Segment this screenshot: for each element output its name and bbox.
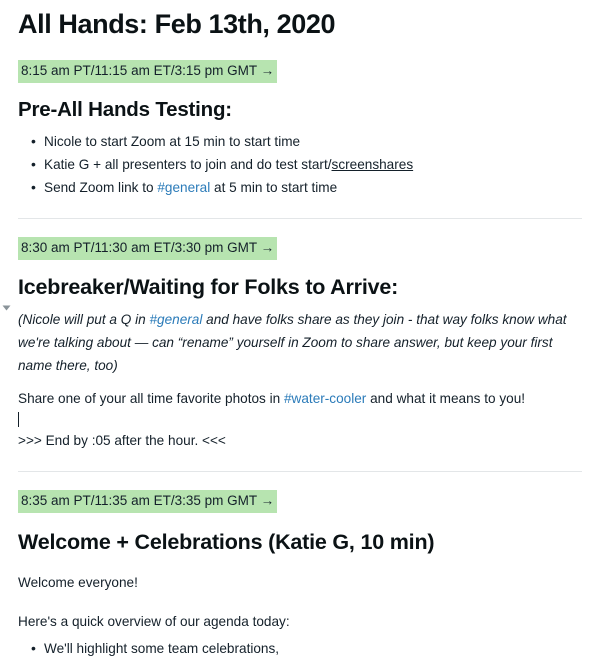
- agenda-overview-text: Here's a quick overview of our agenda today:: [18, 613, 290, 629]
- timestamp-highlight: 8:35 am PT/11:35 am ET/3:35 pm GMT →: [18, 490, 277, 513]
- bullet-list-pre-all-hands: [18, 130, 582, 200]
- icebreaker-note: (Nicole will put a Q in #general and have folks share as they join - that way folks know what we're talking about — can “rename” yourself in Zoom to share answer, but keep your first name there, too): [18, 311, 567, 374]
- section-divider: [18, 218, 582, 219]
- section-heading-welcome-celebrations: Welcome + Celebrations (Katie G, 10 min): [18, 529, 435, 554]
- page-title: All Hands: Feb 13th, 2020: [18, 9, 336, 39]
- channel-link-water-cooler[interactable]: #water-cooler: [283, 391, 367, 407]
- icebreaker-end-note: >>> End by :05 after the hour. <<<: [18, 433, 226, 449]
- welcome-text: Welcome everyone!: [18, 574, 138, 590]
- timestamp-row: [18, 237, 582, 260]
- channel-link-general[interactable]: #general: [149, 311, 203, 327]
- text-cursor[interactable]: [18, 412, 582, 427]
- section-heading-icebreaker: Icebreaker/Waiting for Folks to Arrive:: [18, 275, 399, 300]
- section-heading-pre-all-hands-testing: Pre-All Hands Testing:: [18, 98, 232, 121]
- list-item: [44, 637, 582, 660]
- list-item-label: Nicole to start Zoom at 15 min to start time: [44, 133, 301, 149]
- underlined-text: screenshares: [331, 157, 414, 173]
- channel-link-general[interactable]: #general: [157, 180, 211, 196]
- bullet-list-welcome: [18, 637, 582, 660]
- icebreaker-prompt: Share one of your all time favorite photos in #water-cooler and what it means to you!: [18, 391, 526, 407]
- section-divider: [18, 471, 582, 472]
- collapse-caret-icon[interactable]: [3, 306, 11, 311]
- timestamp-row: [18, 60, 582, 83]
- list-item: [44, 130, 582, 153]
- agenda-block-welcome: [18, 490, 582, 661]
- caret-bar: [18, 412, 19, 427]
- agenda-block-icebreaker: [18, 237, 582, 453]
- list-item: • Send Zoom link to #general at 5 min to start time: [44, 176, 582, 199]
- agenda-block-pre-all-hands: [18, 60, 582, 200]
- timestamp-highlight: 8:15 am PT/11:15 am ET/3:15 pm GMT →: [18, 60, 277, 83]
- list-item: • Katie G + all presenters to join and do test start/screenshares: [44, 153, 582, 176]
- timestamp-highlight: 8:30 am PT/11:30 am ET/3:30 pm GMT →: [18, 237, 277, 260]
- timestamp-row: [18, 490, 582, 513]
- document-page: [0, 8, 600, 662]
- list-item-label: We'll highlight some team celebrations,: [44, 640, 280, 656]
